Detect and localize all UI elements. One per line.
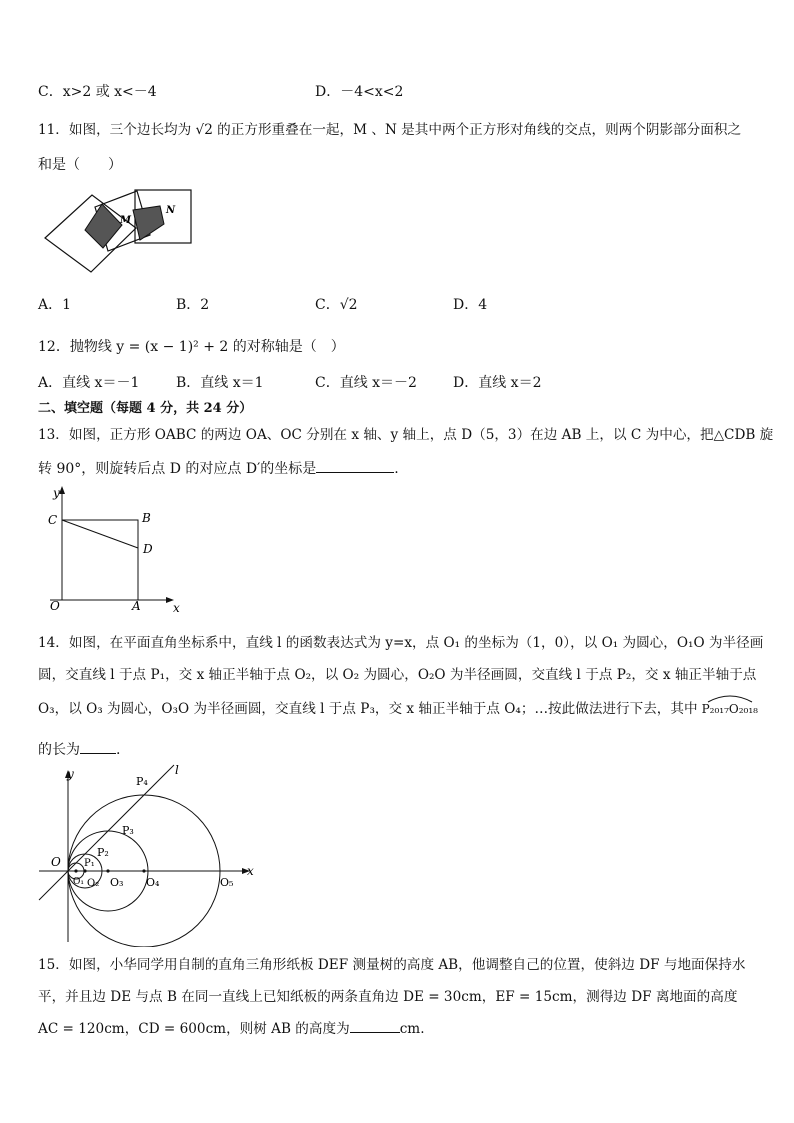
q15-question-end: cm.: [399, 1021, 425, 1037]
q14-label-o5: O₅: [220, 876, 234, 889]
q12-option-b: B．直线 x＝1: [176, 375, 264, 391]
q13-label-c: C: [48, 513, 58, 527]
q14-label-y: y: [67, 767, 74, 781]
q13-figure: [40, 482, 190, 617]
q11-option-a: A．1: [38, 297, 72, 313]
q14-question-line4: 的长为: [38, 742, 80, 758]
q13-question-line2: 转 90°，则旋转后点 D 的对应点 D′的坐标是: [38, 461, 317, 477]
q11-question-line1: 11．如图，三个边长均为 √2 的正方形重叠在一起，M 、N 是其中两个正方形对角线的交点，则两个阴影部分面积之: [38, 122, 742, 138]
q12-question: 12．抛物线 y = (x − 1)² + 2 的对称轴是（ ）: [38, 339, 345, 355]
q13-answer-blank: [316, 458, 394, 473]
q11-option-c: C．√2: [315, 297, 358, 313]
q11-label-n: N: [166, 205, 176, 216]
q14-label-o1: O₁: [73, 877, 84, 887]
q13-question-end: .: [394, 461, 399, 477]
section-heading: 二、填空题（每题 4 分，共 24 分）: [38, 401, 253, 416]
q14-point-o4: [142, 869, 145, 872]
q14-label-x: x: [247, 864, 254, 878]
q14-question-line1: 14．如图，在平面直角坐标系中，直线 l 的函数表达式为 y=x，点 O₁ 的坐标为（1，0），以 O₁ 为圆心，O₁O 为半径画: [38, 635, 764, 651]
q11-shaded-region-1: [85, 204, 122, 248]
q10-option-c: C．x>2 或 x<－4: [38, 84, 157, 100]
q13-label-y: y: [53, 486, 60, 500]
q13-label-o: O: [50, 599, 60, 613]
q14-question-line3: O₃，以 O₃ 为圆心，O₃O 为半径画圆，交直线 l 于点 P₃，交 x 轴正半轴于点 O₄；…按此做法进行下去，其中: [38, 701, 698, 717]
q11-figure: [40, 185, 200, 275]
q13-segment-cd: [62, 520, 138, 548]
q14-label-p4: P₄: [136, 775, 148, 788]
q12-option-a: A．直线 x＝－1: [38, 375, 140, 391]
q14-arc-notation: [702, 699, 758, 719]
q11-label-m: M: [120, 215, 132, 226]
q14-label-o4: O₄: [146, 876, 160, 889]
q13-label-a: A: [132, 599, 141, 613]
q13-y-arrow: [59, 486, 65, 494]
q13-label-d: D: [143, 542, 153, 556]
q14-question-line2: 圆，交直线 l 于点 P₁，交 x 轴正半轴于点 O₂，以 O₂ 为圆心，O₂O 为半径画圆，交直线 l 于点 P₂，交 x 轴正半轴于点: [38, 667, 757, 683]
q15-question-line1: 15．如图，小华同学用自制的直角三角形纸板 DEF 测量树的高度 AB，他调整自己的位置，使斜边 DF 与地面保持水: [38, 957, 746, 973]
q14-label-o2: O₂: [87, 878, 100, 889]
q15-question-line3: AC = 120cm，CD = 600cm，则树 AB 的高度为: [38, 1021, 350, 1037]
q14-arc-label: P₂₀₁₇O₂₀₁₈: [701, 702, 758, 716]
q14-point-o3: [106, 869, 109, 872]
q14-arc-symbol: [706, 693, 754, 703]
q14-answer-blank: [80, 739, 116, 754]
q15-answer-blank: [350, 1018, 400, 1033]
q14-figure: [34, 762, 264, 947]
q14-label-o: O: [51, 855, 61, 869]
q14-label-p2: P₂: [97, 846, 109, 859]
q14-label-l: l: [175, 763, 179, 777]
q13-label-x: x: [173, 601, 180, 615]
q11-option-b: B．2: [176, 297, 210, 313]
q14-point-o1: [74, 869, 77, 872]
q14-label-p3: P₃: [122, 824, 134, 837]
q15-question-line2: 平，并且边 DE 与点 B 在同一直线上已知纸板的两条直角边 DE = 30cm，EF = 15cm，测得边 DF 离地面的高度: [38, 989, 738, 1005]
q13-question-line1: 13．如图，正方形 OABC 的两边 OA、OC 分别在 x 轴、y 轴上，点 D（5，3）在边 AB 上，以 C 为中心，把△CDB 旋: [38, 427, 774, 443]
q13-square-oabc: [62, 520, 138, 600]
q13-label-b: B: [142, 511, 151, 525]
q11-question-line2: 和是（ ）: [38, 157, 122, 173]
q10-option-d: D．－4<x<2: [315, 84, 404, 100]
q14-question-end: .: [116, 742, 121, 758]
q14-label-o3: O₃: [110, 876, 124, 889]
q11-option-d: D．4: [453, 297, 488, 313]
q12-option-c: C．直线 x＝－2: [315, 375, 417, 391]
q12-option-d: D．直线 x＝2: [453, 375, 542, 391]
q14-label-p1: P₁: [84, 858, 95, 869]
q11-shaded-region-2: [133, 206, 164, 240]
q14-point-o2: [83, 869, 86, 872]
